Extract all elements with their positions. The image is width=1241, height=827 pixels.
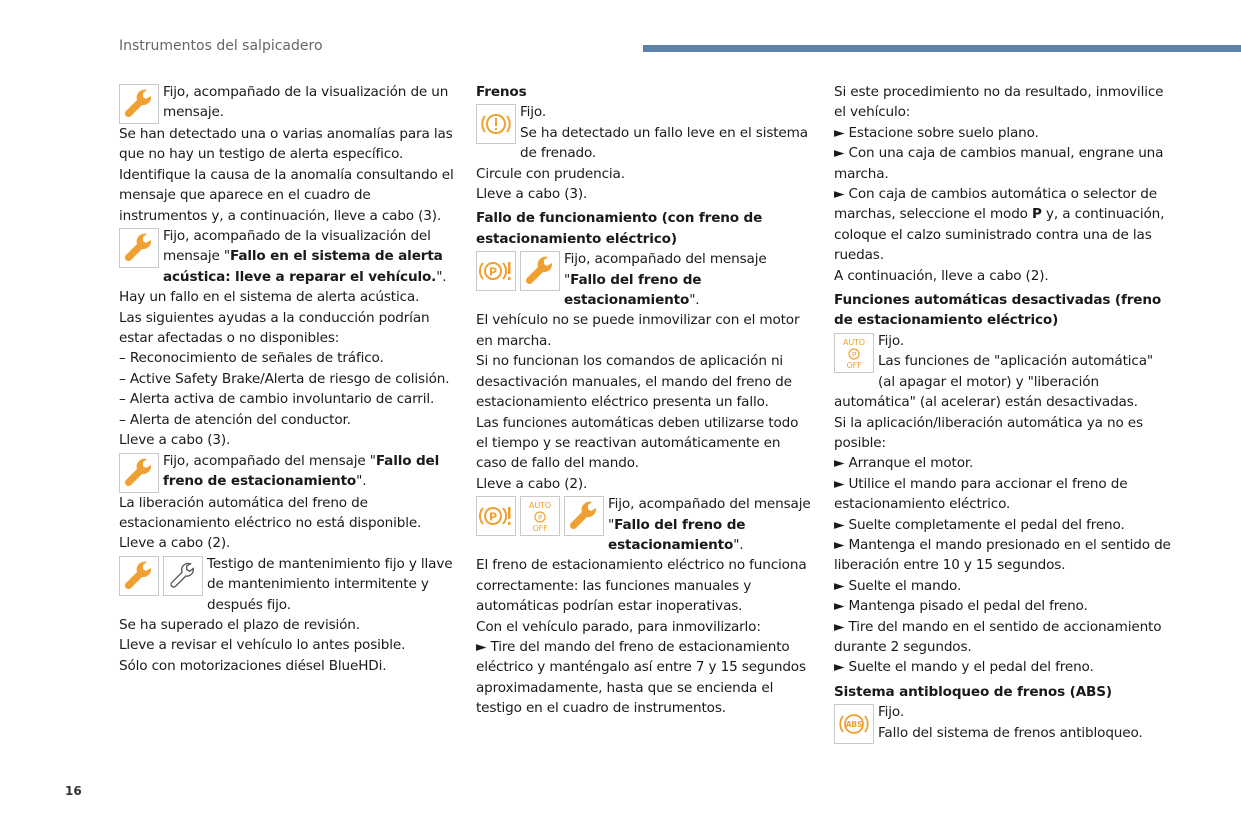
paragraph: Se ha superado el plazo de revisión. [119, 616, 360, 633]
parking-brake-fault-icon [476, 496, 516, 536]
paragraph: Se han detectado una o varias anomalías para las que no hay un testigo de alerta específico. Identifique la causa de la anomalía consultando el mensaje que aparece en el cuadro de instrumentos y, a continuación, lleve a cabo (3). [119, 126, 454, 224]
paragraph: Con el vehículo parado, para inmovilizarlo: [476, 618, 761, 635]
paragraph: Sólo con motorizaciones diésel BlueHDi. [119, 657, 387, 674]
paragraph: El freno de estacionamiento eléctrico no funciona correctamente: las funciones manuales y automáticas podrían estar inoperativas. [476, 557, 807, 615]
paragraph: Si la aplicación/liberación automática ya no es posible: [834, 414, 1143, 451]
icon-description: Fijo, acompañado de la visualización del mensaje "Fallo en el sistema de alerta acústica: lleve a reparar el vehículo.". [163, 228, 447, 285]
paragraph: Lleve a revisar el vehículo lo antes posible. [119, 637, 406, 654]
step-item: ► Utilice el mando para accionar el freno de estacionamiento eléctrico. [834, 475, 1128, 513]
auto-off-icon [834, 333, 874, 373]
step-item: ► Tire del mando del freno de estacionamiento eléctrico y manténgalo así entre 7 y 15 segundos aproximadamente, hasta que se encienda el testigo en el cuadro de instrumentos. [476, 638, 806, 717]
wrench-warning-icon [119, 84, 159, 124]
icon-description: Fijo, acompañado del mensaje "Fallo del freno de estacionamiento". [163, 452, 440, 489]
message-text: Fallo en el sistema de alerta acústica: lleve a reparar el vehículo. [163, 248, 443, 285]
paragraph: Lleve a cabo (3). [476, 186, 588, 203]
auto-p-label: P [537, 514, 543, 523]
column-1 [119, 82, 454, 676]
icon-description: Fijo, acompañado del mensaje "Fallo del freno de estacionamiento". [608, 496, 811, 553]
maintenance-wrench-icon [163, 556, 203, 596]
paragraph: El vehículo no se puede inmovilizar con el motor en marcha. [476, 312, 800, 349]
icon-description: Las funciones de "aplicación automática" (al apagar el motor) y "liberación automática" (al acelerar) están desactivadas. [834, 353, 1153, 411]
message-text: Fallo del freno de estacionamiento [564, 271, 702, 309]
paragraph: Circule con prudencia. [476, 165, 625, 182]
step-item: ► Mantenga pisado el pedal del freno. [834, 598, 1088, 615]
icon-description: Fijo, acompañado de la visualización de un mensaje. [163, 84, 449, 121]
step-item: ► Suelte el mando. [834, 577, 962, 594]
list-item: – Active Safety Brake/Alerta de riesgo de colisión. [119, 370, 450, 387]
paragraph: Lleve a cabo (2). [119, 535, 231, 552]
wrench-warning-icon [119, 556, 159, 596]
icon-description: Fallo del sistema de frenos antibloqueo. [878, 724, 1143, 741]
icon-description: Testigo de mantenimiento fijo y llave de mantenimiento intermitente y después fijo. [207, 555, 453, 613]
parking-brake-fault-icon [476, 251, 516, 291]
step-item: ► Estacione sobre suelo plano. [834, 124, 1039, 141]
wrench-warning-icon [119, 453, 159, 493]
paragraph: A continuación, lleve a cabo (2). [834, 267, 1049, 284]
svg-text:P: P [489, 510, 497, 524]
page-number: 16 [65, 784, 82, 798]
paragraph: Hay un fallo en el sistema de alerta acústica. [119, 289, 420, 306]
section-heading: Frenos [476, 84, 527, 100]
list-item: – Alerta de atención del conductor. [119, 411, 351, 428]
icon-description: Se ha detectado un fallo leve en el sistema de frenado. [520, 124, 808, 162]
section-heading: Sistema antibloqueo de frenos (ABS) [834, 683, 1112, 700]
step-item: ► Mantenga el mando presionado en el sentido de liberación entre 10 y 15 segundos. [834, 536, 1171, 574]
auto-label: AUTO [529, 501, 551, 511]
auto-off-icon [520, 496, 560, 536]
list-item: – Reconocimiento de señales de tráfico. [119, 350, 384, 367]
step-item: ► Tire del mando en el sentido de accionamiento durante 2 segundos. [834, 618, 1162, 655]
step-item: ► Suelte el mando y el pedal del freno. [834, 659, 1094, 676]
paragraph: La liberación automática del freno de estacionamiento eléctrico no está disponible. [119, 494, 422, 531]
abs-warning-icon [834, 704, 874, 744]
paragraph: Lleve a cabo (2). [476, 475, 588, 492]
paragraph: Si no funcionan los comandos de aplicación ni desactivación manuales, el mando del freno de estacionamiento eléctrico presenta un fallo. [476, 353, 792, 411]
paragraph: Si este procedimiento no da resultado, inmovilice el vehículo: [834, 84, 1164, 121]
icon-description: Fijo. [878, 704, 905, 721]
step-item: ► Con caja de cambios automática o selector de marchas, seleccione el modo P y, a continuación, coloque el calzo suministrado contra una de las ruedas. [834, 186, 1165, 264]
paragraph: Las siguientes ayudas a la conducción podrían estar afectadas o no disponibles: [119, 309, 430, 347]
message-text: Fallo del freno de estacionamiento [608, 516, 746, 553]
paragraph: Lleve a cabo (3). [119, 432, 231, 449]
off-label: OFF [532, 524, 548, 534]
list-item: – Alerta activa de cambio involuntario de carril. [119, 391, 435, 408]
wrench-warning-icon [564, 496, 604, 536]
wrench-warning-icon [520, 251, 560, 291]
auto-label: AUTO [843, 337, 865, 347]
paragraph: Las funciones automáticas deben utilizarse todo el tiempo y se reactivan automáticamente en caso de fallo del mando. [476, 414, 799, 472]
abs-label: ABS [845, 720, 863, 730]
column-2 [476, 82, 811, 719]
wrench-warning-icon [119, 228, 159, 268]
step-item: ► Arranque el motor. [834, 455, 974, 472]
step-item: ► Con una caja de cambios manual, engrane una marcha. [834, 145, 1164, 182]
message-text: Fallo del freno de estacionamiento [163, 452, 440, 489]
header-accent-bar [643, 45, 1241, 52]
icon-description: Fijo. [878, 332, 905, 349]
off-label: OFF [846, 360, 862, 370]
icon-description: Fijo, acompañado del mensaje "Fallo del freno de estacionamiento". [564, 251, 767, 309]
auto-p-label: P [851, 350, 857, 359]
brake-warning-icon [476, 104, 516, 144]
step-item: ► Suelte completamente el pedal del freno. [834, 516, 1125, 533]
page-header-title: Instrumentos del salpicadero [119, 38, 323, 54]
column-3 [834, 82, 1174, 744]
section-heading: Funciones automáticas desactivadas (freno de estacionamiento eléctrico) [834, 292, 1162, 329]
svg-text:P: P [489, 265, 497, 279]
section-heading: Fallo de funcionamiento (con freno de estacionamiento eléctrico) [476, 210, 763, 247]
icon-description: Fijo. [520, 104, 547, 121]
